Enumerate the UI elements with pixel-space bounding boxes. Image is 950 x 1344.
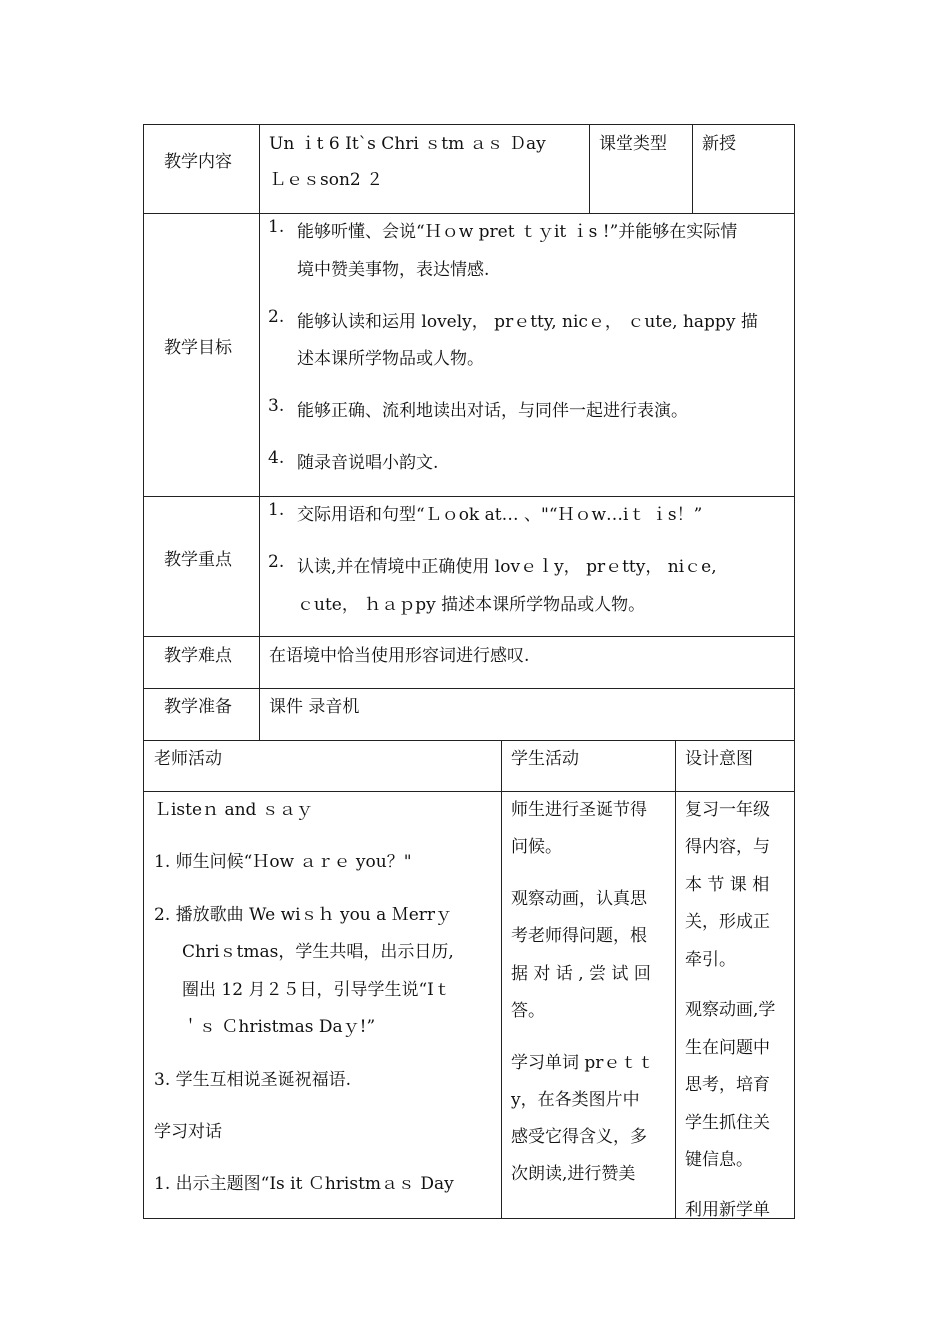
teacher-line: 学习对话 <box>154 1122 222 1142</box>
design-line: 思考，培育 <box>685 1075 770 1095</box>
goal-text-cont: 述本课所学物品或人物。 <box>297 349 484 369</box>
teacher-line: 1. 师生问候“Ｈow ａｒｅ you？" <box>154 852 412 872</box>
student-line: 据 对 话 , 尝 试 回 <box>511 964 651 984</box>
keypoints-label: 教学重点 <box>164 550 232 570</box>
preparation-value: 课件 录音机 <box>269 697 360 717</box>
type-label: 课堂类型 <box>599 134 667 154</box>
design-line: 键信息。 <box>685 1150 753 1170</box>
content-line-1: Un ｉt 6 It`s Chri ｓtm ａｓ Ｄay <box>269 134 546 154</box>
difficulty-label: 教学难点 <box>164 646 232 666</box>
goal-num: 3. <box>268 396 285 416</box>
teacher-line: Ｌisteｎ and ｓａｙ <box>154 800 313 820</box>
goal-text: 随录音说唱小韵文. <box>297 453 439 473</box>
goal-num: 1. <box>268 217 285 237</box>
design-col-header: 设计意图 <box>685 749 753 769</box>
student-line: 考老师得问题，根 <box>511 926 647 946</box>
student-line: 问候。 <box>511 837 562 857</box>
teacher-line: 3. 学生互相说圣诞祝福语. <box>154 1070 352 1090</box>
content-line-2: Ｌｅｓson2 ２ <box>269 170 384 190</box>
student-line: 次朗读,进行赞美 <box>511 1164 636 1184</box>
goal-num: 2. <box>268 307 285 327</box>
goal-text: 能够听懂、会说“Ｈｏw pret ｔｙit ｉs !”并能够在实际情 <box>297 222 738 242</box>
keypoint-num: 2. <box>268 552 285 572</box>
student-line: 观察动画，认真思 <box>511 889 647 909</box>
design-line: 关，形成正 <box>685 912 770 932</box>
teacher-line: 圈出 12 月２５日，引导学生说“Iｔ <box>182 980 451 1000</box>
design-line: 观察动画,学 <box>685 1000 776 1020</box>
content-label: 教学内容 <box>164 152 232 172</box>
student-line: 学习单词 prｅｔｔ <box>511 1053 655 1073</box>
teacher-line: 1. 出示主题图“Is it Ｃhristmａｓ Day <box>154 1174 454 1194</box>
student-line: 感受它得含义，多 <box>511 1127 647 1147</box>
keypoint-num: 1. <box>268 500 285 520</box>
keypoint-text: 认读,并在情境中正确使用 lovｅｌy， prｅtty， niｃe, <box>297 557 717 577</box>
student-line: 答。 <box>511 1001 545 1021</box>
teacher-col-header: 老师活动 <box>154 749 222 769</box>
goal-text: 能够正确、流利地读出对话，与同伴一起进行表演。 <box>297 401 688 421</box>
student-line: 师生进行圣诞节得 <box>511 800 647 820</box>
design-line: 复习一年级 <box>685 800 770 820</box>
design-line: 生在问题中 <box>685 1038 770 1058</box>
keypoint-text: 交际用语和句型“Ｌｏok at… 、"“Ｈｏw…iｔ ｉs！” <box>297 505 703 525</box>
preparation-label: 教学准备 <box>164 697 232 717</box>
goals-label: 教学目标 <box>164 338 232 358</box>
keypoint-text-cont: ｃute， ｈａｐpy 描述本课所学物品或人物。 <box>297 595 646 615</box>
design-line: 学生抓住关 <box>685 1113 770 1133</box>
design-line: 得内容，与 <box>685 837 770 857</box>
design-line: 本 节 课 相 <box>685 875 770 895</box>
design-line: 利用新学单 <box>685 1200 770 1220</box>
teacher-line: 2. 播放歌曲 We wiｓｈ you a Ｍerrｙ <box>154 905 453 925</box>
goal-num: 4. <box>268 448 285 468</box>
student-line: y，在各类图片中 <box>511 1090 640 1110</box>
goal-text: 能够认读和运用 lovely， prｅtty, nicｅ， ｃute, happy 描 <box>297 312 758 332</box>
type-value: 新授 <box>702 134 736 154</box>
difficulty-value: 在语境中恰当使用形容词进行感叹. <box>269 646 530 666</box>
teacher-line: Chriｓtmas，学生共唱，出示日历, <box>182 942 454 962</box>
design-line: 牵引。 <box>685 950 736 970</box>
goal-text-cont: 境中赞美事物，表达情感. <box>297 260 490 280</box>
student-col-header: 学生活动 <box>511 749 579 769</box>
teacher-line: ＇ｓ Ｃhristmas Daｙ!” <box>182 1017 376 1037</box>
